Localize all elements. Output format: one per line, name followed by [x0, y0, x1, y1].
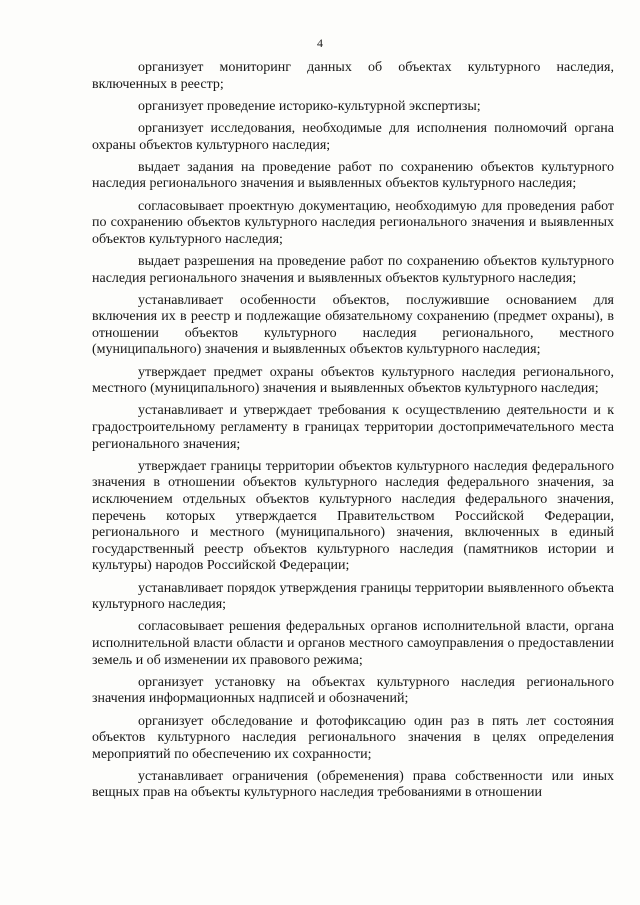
paragraph: устанавливает ограничения (обременения) права собственности или иных вещных прав на объекты культурного наследия требованиями в отношении: [92, 768, 614, 801]
paragraph: устанавливает и утверждает требования к осуществлению деятельности и к градостроительному регламенту в границах территории достопримечательного места регионального значения;: [92, 403, 614, 452]
document-body: [92, 60, 614, 802]
paragraph: организует мониторинг данных об объектах культурного наследия, включенных в реестр;: [92, 60, 614, 92]
paragraph: организует проведение историко-культурной экспертизы;: [138, 98, 481, 114]
paragraph: выдает разрешения на проведение работ по сохранению объектов культурного наследия регионального значения и выявленных объектов культурного наследия;: [92, 253, 614, 286]
paragraph: устанавливает особенности объектов, послужившие основанием для включения их в реестр и подлежащие обязательному сохранению (предмет охраны), в отношении объектов культурного наследия регионального, местного (муниципального) значения и выявленных объектов культурного наследия;: [92, 292, 614, 358]
paragraph: устанавливает порядок утверждения границы территории выявленного объекта культурного наследия;: [92, 580, 614, 613]
page-number: 4: [317, 36, 323, 50]
paragraph: согласовывает проектную документацию, необходимую для проведения работ по сохранению объектов культурного наследия регионального значения и выявленных объектов культурного наследия;: [92, 198, 614, 247]
paragraph: организует установку на объектах культурного наследия регионального значения информационных надписей и обозначений;: [92, 674, 614, 707]
paragraph: утверждает предмет охраны объектов культурного наследия регионального, местного (муниципального) значения и выявленных объектов культурного наследия;: [92, 364, 614, 397]
paragraph: организует исследования, необходимые для исполнения полномочий органа охраны объектов культурного наследия;: [92, 120, 614, 153]
paragraph: согласовывает решения федеральных органов исполнительной власти, органа исполнительной власти области и органов местного самоуправления о предоставлении земель и об изменении их правового режима;: [92, 619, 614, 668]
paragraph: выдает задания на проведение работ по сохранению объектов культурного наследия регионального значения и выявленных объектов культурного наследия;: [92, 159, 614, 192]
paragraph: утверждает границы территории объектов культурного наследия федерального значения в отношении объектов культурного наследия федерального значения, за исключением отдельных объектов культурного наследия федерального значения, перечень которых утверждается Правительством Российской Федерации, регионального и местного (муниципального) значения, включенных в единый государственный реестр объектов культурного наследия (памятников истории и культуры) народов Российской Федерации;: [92, 458, 614, 574]
paragraph: организует обследование и фотофиксацию один раз в пять лет состояния объектов культурного наследия регионального значения в целях определения мероприятий по обеспечению их сохранности;: [92, 713, 614, 762]
